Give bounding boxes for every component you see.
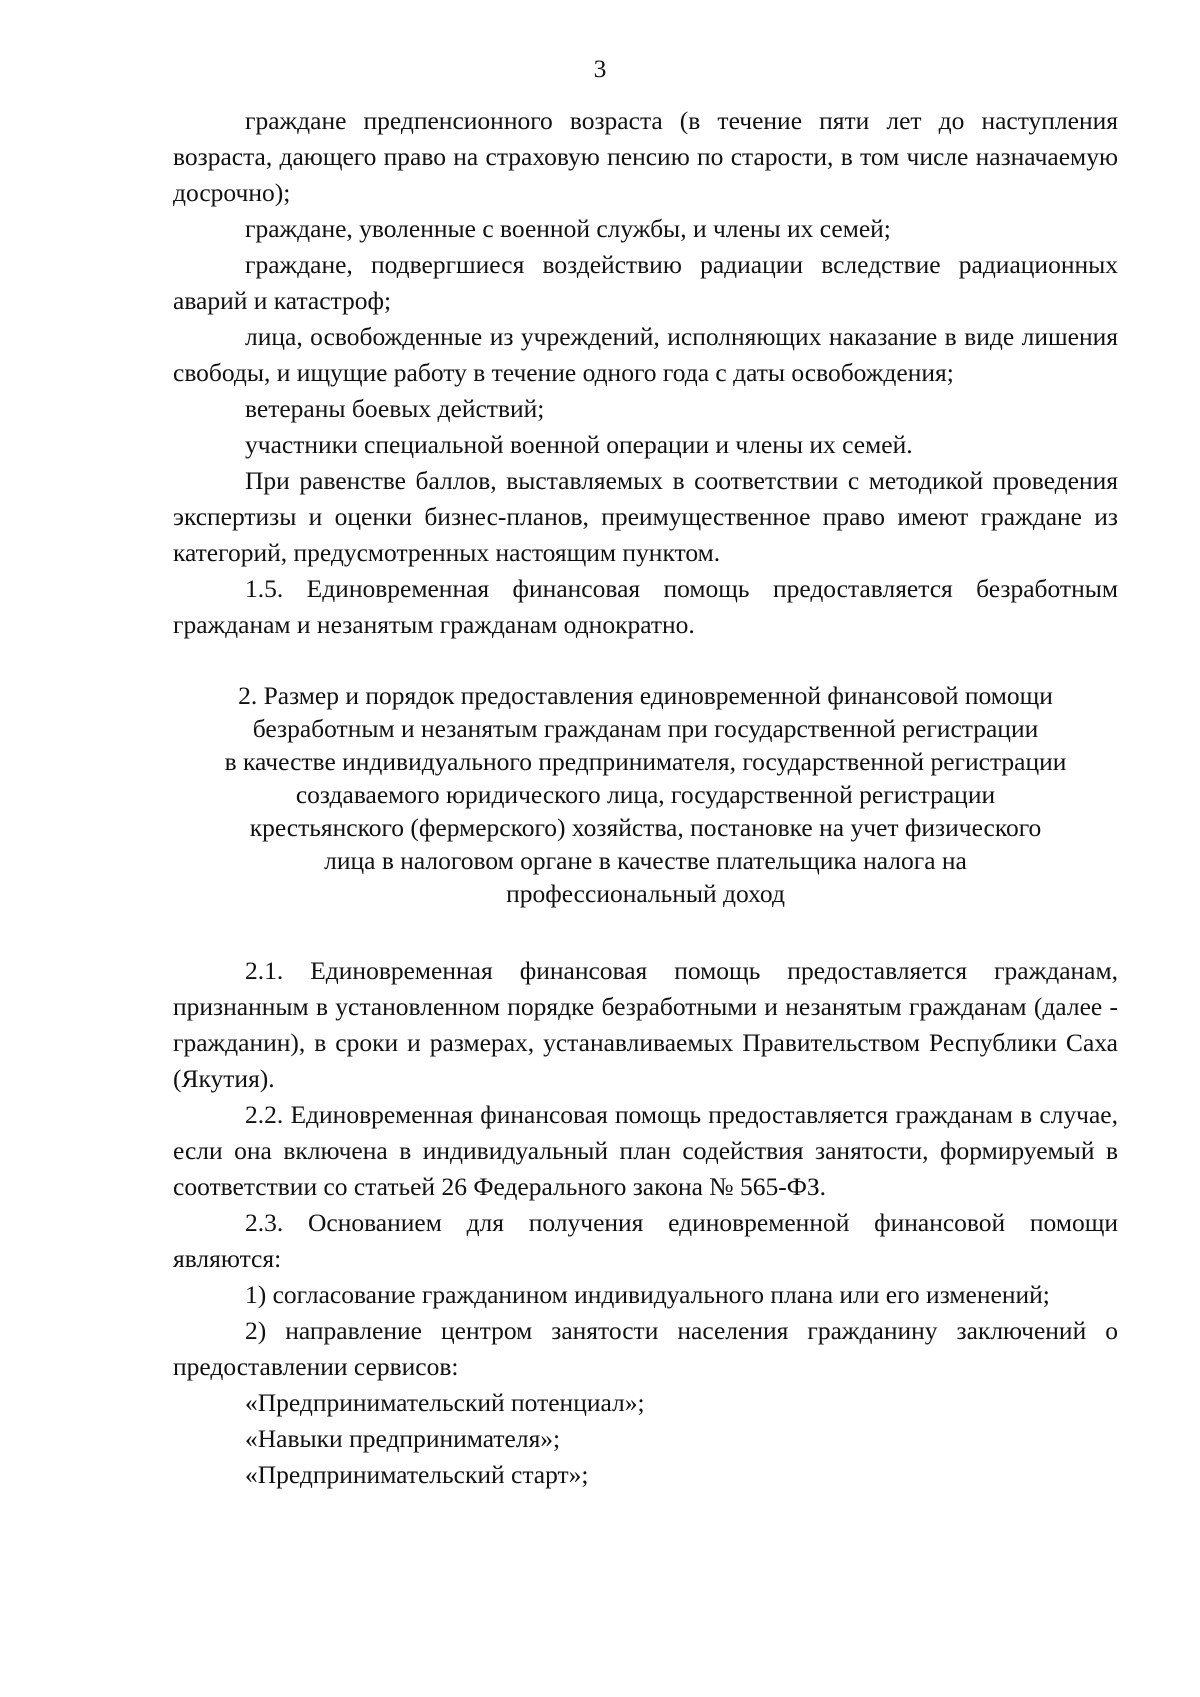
heading-line: безработным и незанятым гражданам при государственной регистрации [252,714,1039,743]
spacer [173,643,1118,679]
heading-line: крестьянского (фермерского) хозяйства, постановке на учет физического [249,813,1042,842]
heading-line: в качестве индивидуального предпринимателя, государственной регистрации [224,747,1067,776]
paragraph-military-discharged: граждане, уволенные с военной службы, и члены их семей; [245,214,891,243]
paragraph-equal-scores: При равенстве баллов, выставляемых в соответствии с методикой проведения экспертизы и оценки бизнес-планов, преимущественное право имеют граждане из категорий, предусмотренных настоящим пунктом. [173,466,1118,567]
heading-line: 2. Размер и порядок предоставления единовременной финансовой помощи [238,681,1053,710]
heading-line: создаваемого юридического лица, государственной регистрации [295,780,996,809]
paragraph-2-3-item-2: 2) направление центром занятости населения гражданину заключений о предоставлении сервисов: [173,1316,1118,1381]
paragraph-2-2: 2.2. Единовременная финансовая помощь предоставляется гражданам в случае, если она включена в индивидуальный план содействия занятости, формируемый в соответствии со статьей 26 Федерального закона № 565-ФЗ. [173,1100,1118,1201]
heading-line: лица в налоговом органе в качестве плательщика налога на [324,846,967,875]
paragraph-2-3-item-1: 1) согласование гражданином индивидуального плана или его изменений; [245,1280,1050,1309]
service-entrepreneur-skills: «Навыки предпринимателя»; [245,1424,561,1453]
paragraph-released-persons: лица, освобожденные из учреждений, исполняющих наказание в виде лишения свободы, и ищущие работу в течение одного года с даты освобождения; [173,322,1118,387]
paragraph-combat-veterans: ветераны боевых действий; [245,394,545,423]
paragraph-2-3: 2.3. Основанием для получения единовременной финансовой помощи являются: [173,1208,1118,1273]
paragraph-1-5: 1.5. Единовременная финансовая помощь предоставляется безработным гражданам и незанятым гражданам однократно. [173,574,1118,639]
page-number: 3 [593,54,607,83]
service-entrepreneurial-potential: «Предпринимательский потенциал»; [245,1388,645,1417]
paragraph-2-1: 2.1. Единовременная финансовая помощь предоставляется гражданам, признанным в установленном порядке безработными и незанятым гражданам (далее - гражданин), в сроки и размерах, устанавливаемых Правительством Республики Саха (Якутия). [173,956,1118,1093]
service-entrepreneurial-start: «Предпринимательский старт»; [245,1460,589,1489]
spacer [173,910,1118,953]
document-body [173,103,1118,1493]
heading-line: профессиональный доход [506,879,785,908]
paragraph-radiation: граждане, подвергшиеся воздействию радиации вследствие радиационных аварий и катастроф; [173,250,1118,315]
section-heading [173,679,1118,910]
paragraph-preretirement: граждане предпенсионного возраста (в течение пяти лет до наступления возраста, дающего право на страховую пенсию по старости, в том числе назначаемую досрочно); [173,106,1118,207]
paragraph-svo-participants: участники специальной военной операции и члены их семей. [245,430,913,459]
